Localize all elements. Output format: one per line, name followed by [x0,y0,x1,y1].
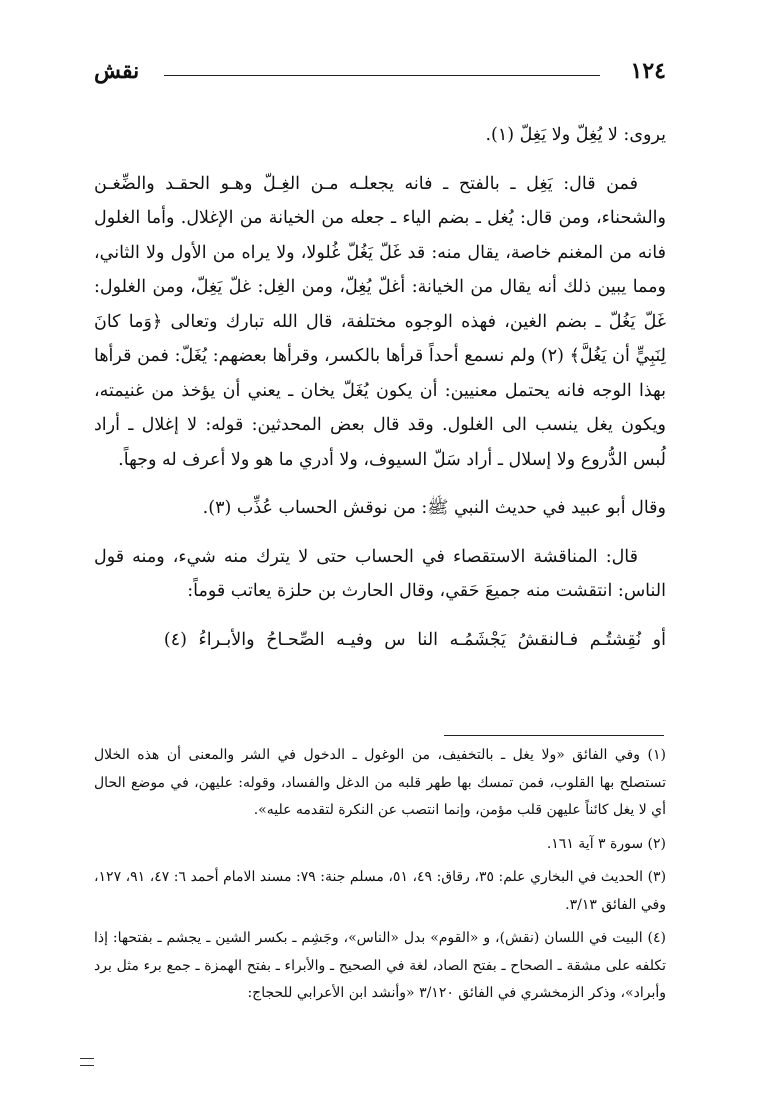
paragraph-2: فمن قال: يَغِل ـ بالفتح ـ فانه يجعلـه مـن الغِـلّ وهـو الحقـد والضِّغـن والشحناء، ومن قال: يُغل ـ بضم الياء ـ جعله من الخيانة من الإغلال. وأما الغلول فانه من المغنم خاصة، يقال منه: قد غَلّ يَغُلّ غُلولا، ولا يراه من الأول ولا الثاني، ومما يبين ذلك أنه يقال من الخيانة: أغلّ يُغِلّ، ومن الغِل: غلّ يَغِلّ، ومن الغلول: غَلّ يَغُلّ ـ بضم الغين، فهذه الوجوه مختلفة، قال الله تبارك وتعالى ﴿وَما كانَ لِنَبِيٍّ أن يَغُلَّ﴾ (٢) ولم نسمع أحداً قرأها بالكسر، وقرأها بعضهم: يُغَلّ: فمن قرأها بهذا الوجه فانه يحتمل معنيين: أن يكون يُغَلّ يخان ـ يعني أن يؤخذ من غنيمته، ويكون يغل ينسب الى الغلول. وقد قال بعض المحدثين: قوله: لا إغلال ـ أراد لُبس الدُّروع ولا إسلال ـ أراد سَلّ السيوف، ولا أدري ما هو ولا أعرف له وجهاً. [94,173,666,470]
footnote-separator [444,735,664,736]
verse-line: أو نُقِشتُـم فـالنقشُ يَجْشَمُـه النا س وفيـه الصِّحـاحُ والأبـراءُ (٤) [163,629,666,650]
footnote-1: (١) وفي الفائق «ولا يغل ـ بالتخفيف، من الوغول ـ الدخول في الشر والمعنى أن هذه الخلال تستصلح بها القلوب، فمن تمسك بها طهر قلبه من الدغل والفساد، وقوله: عليهن، في موضع الحال أي لا يغل كائناً عليهن قلب مؤمن، وإنما انتصب عن النكرة لتقدمه عليه». [94,747,666,818]
footnote-3: (٣) الحديث في البخاري علم: ٣٥، رقاق: ٤٩، ٥١، مسلم جنة: ٧٩: مسند الامام أحمد ٦: ٤٧، ٩١، ١٢٧، وفي الفائق ٣/١٣. [94,869,667,913]
footnotes [94,742,666,1008]
page-number: ١٢٤ [630,58,666,84]
page-header [94,58,666,92]
margin-mark [80,1058,94,1066]
main-text [94,118,666,657]
header-rule [164,75,600,76]
running-title: نقش [94,58,140,84]
paragraph-1: يروى: لا يُغِلّ ولا يَغِلّ (١). [485,125,666,145]
paragraph-3: وقال أبو عبيد في حديث النبي ﷺ: من نوقش الحساب عُذِّب (٣). [202,498,666,518]
footnote-4: (٤) البيت في اللسان (نقش)، و «القوم» بدل «الناس»، وجَشِم ـ بكسر الشين ـ يجشم ـ بفتحها: إذا تكلفه على مشقة ـ الصحاح ـ بفتح الصاد، لغة في الصحيح ـ والأبراء ـ بفتح الهمزة ـ جمع برء مثل برد وأبراد»، وذكر الزمخشري في الفائق ٣/١٢٠ «وأنشد ابن الأعرابي للحجاج: [94,930,666,1001]
paragraph-4: قال: المناقشة الاستقصاء في الحساب حتى لا يترك منه شيء، ومنه قول الناس: انتقشت منه جميعَ حَقي، وقال الحارث بن حلزة يعاتب قوماً: [94,546,666,601]
footnote-2: (٢) سورة ٣ آية ١٦١. [546,835,666,852]
